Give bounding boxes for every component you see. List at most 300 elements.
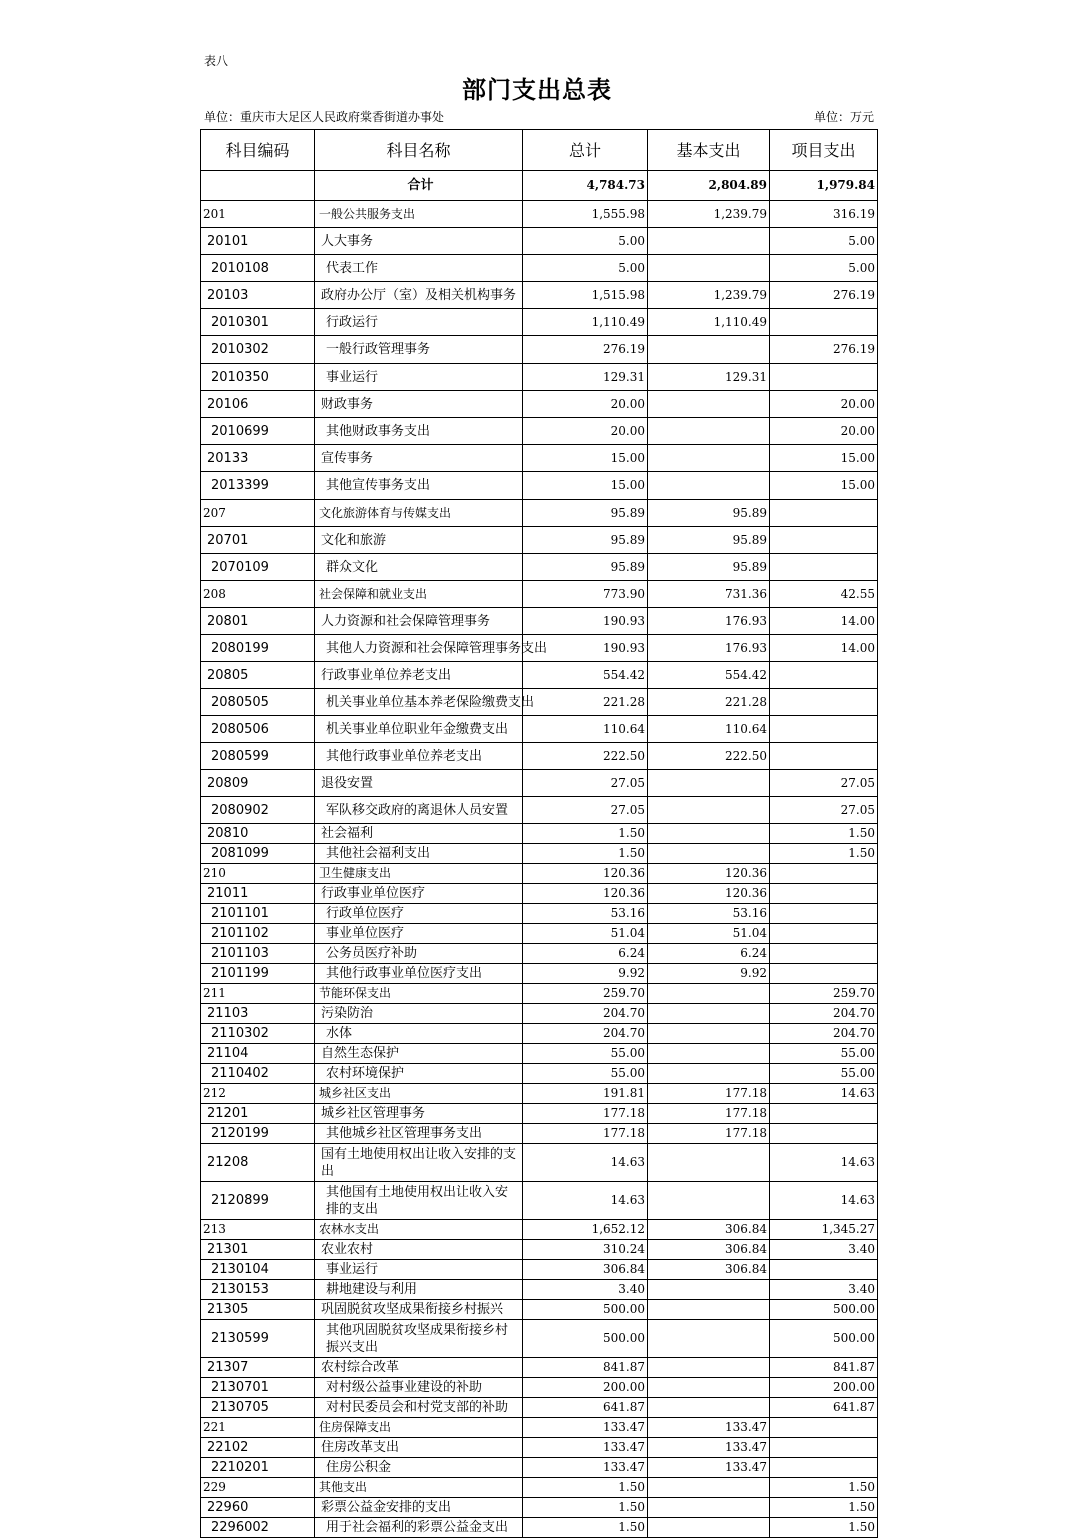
total-value-cell: 53.16 xyxy=(523,904,648,924)
subject-code-cell: 2080506 xyxy=(201,716,315,743)
project-value-cell: 3.40 xyxy=(770,1280,878,1300)
table-row xyxy=(201,884,878,904)
total-value-cell: 27.05 xyxy=(523,770,648,797)
project-value-cell: 14.63 xyxy=(770,1144,878,1182)
subject-code-cell: 208 xyxy=(201,581,315,608)
project-value-cell: 42.55 xyxy=(770,581,878,608)
table-row xyxy=(201,635,878,662)
total-value-cell: 276.19 xyxy=(523,336,648,364)
project-value-cell: 1,345.27 xyxy=(770,1220,878,1240)
subject-code-cell: 2010302 xyxy=(201,336,315,364)
table-row xyxy=(201,228,878,255)
basic-value-cell xyxy=(648,1004,770,1024)
subject-code-cell: 2130705 xyxy=(201,1398,315,1418)
subject-code-cell: 229 xyxy=(201,1478,315,1498)
subject-name-cell: 事业单位医疗 xyxy=(315,924,523,944)
basic-value-cell xyxy=(648,445,770,472)
subject-code-cell: 2081099 xyxy=(201,844,315,864)
basic-value-cell: 306.84 xyxy=(648,1240,770,1260)
basic-value-cell: 177.18 xyxy=(648,1084,770,1104)
subject-name-cell: 行政运行 xyxy=(315,309,523,336)
project-value-cell: 55.00 xyxy=(770,1044,878,1064)
subject-code-cell: 20805 xyxy=(201,662,315,689)
total-value-cell: 177.18 xyxy=(523,1124,648,1144)
table-row xyxy=(201,201,878,228)
column-header-code: 科目编码 xyxy=(201,130,315,171)
subject-code-cell: 2010350 xyxy=(201,364,315,391)
table-row xyxy=(201,984,878,1004)
subject-code-cell: 213 xyxy=(201,1220,315,1240)
project-value-cell xyxy=(770,864,878,884)
table-row xyxy=(201,1240,878,1260)
total-value-cell: 204.70 xyxy=(523,1024,648,1044)
subject-name-cell: 其他宣传事务支出 xyxy=(315,472,523,500)
basic-value-cell: 95.89 xyxy=(648,500,770,527)
project-value-cell: 276.19 xyxy=(770,336,878,364)
total-value-cell: 95.89 xyxy=(523,500,648,527)
subject-name-cell: 国有土地使用权出让收入安排的支出 xyxy=(315,1144,523,1182)
total-value-cell: 9.92 xyxy=(523,964,648,984)
table-row xyxy=(201,844,878,864)
table-row xyxy=(201,1358,878,1378)
subject-code-cell: 2080902 xyxy=(201,797,315,824)
total-value-cell: 1,110.49 xyxy=(523,309,648,336)
basic-value-cell xyxy=(648,1358,770,1378)
subject-name-cell: 住房保障支出 xyxy=(315,1418,523,1438)
subject-name-cell: 水体 xyxy=(315,1024,523,1044)
table-tag: 表八 xyxy=(204,54,229,68)
table-row xyxy=(201,1518,878,1538)
subject-code-cell: 2120199 xyxy=(201,1124,315,1144)
total-value-cell: 95.89 xyxy=(523,554,648,581)
project-value-cell: 500.00 xyxy=(770,1320,878,1358)
project-value-cell: 316.19 xyxy=(770,201,878,228)
table-row xyxy=(201,1084,878,1104)
basic-value-cell xyxy=(648,1320,770,1358)
table-row xyxy=(201,445,878,472)
project-value-cell xyxy=(770,964,878,984)
subject-name-cell: 住房改革支出 xyxy=(315,1438,523,1458)
subject-code-cell: 20809 xyxy=(201,770,315,797)
subject-name-cell: 公务员医疗补助 xyxy=(315,944,523,964)
basic-value-cell xyxy=(648,228,770,255)
subject-code-cell: 21208 xyxy=(201,1144,315,1182)
project-value-cell: 27.05 xyxy=(770,770,878,797)
subject-code-cell: 210 xyxy=(201,864,315,884)
total-value-cell: 1,515.98 xyxy=(523,282,648,309)
subject-name-cell: 人大事务 xyxy=(315,228,523,255)
column-header-project: 项目支出 xyxy=(770,130,878,171)
basic-value-cell: 221.28 xyxy=(648,689,770,716)
subject-code-cell: 2130104 xyxy=(201,1260,315,1280)
subject-name-cell: 城乡社区管理事务 xyxy=(315,1104,523,1124)
project-value-cell xyxy=(770,662,878,689)
page-title: 部门支出总表 xyxy=(462,75,612,104)
subject-name-cell: 军队移交政府的离退休人员安置 xyxy=(315,797,523,824)
subject-code-cell: 2013399 xyxy=(201,472,315,500)
total-value-cell: 55.00 xyxy=(523,1044,648,1064)
basic-value-cell: 120.36 xyxy=(648,864,770,884)
basic-value-cell: 133.47 xyxy=(648,1438,770,1458)
subject-name-cell: 对村民委员会和村党支部的补助 xyxy=(315,1398,523,1418)
project-value-cell: 641.87 xyxy=(770,1398,878,1418)
project-value-cell xyxy=(770,554,878,581)
total-value-cell: 3.40 xyxy=(523,1280,648,1300)
table-row xyxy=(201,924,878,944)
subject-code-cell: 20810 xyxy=(201,824,315,844)
total-value-cell: 14.63 xyxy=(523,1182,648,1220)
subject-code-cell: 22102 xyxy=(201,1438,315,1458)
basic-value-cell: 1,239.79 xyxy=(648,282,770,309)
basic-value-cell: 306.84 xyxy=(648,1220,770,1240)
project-value-cell xyxy=(770,1418,878,1438)
total-value-cell: 51.04 xyxy=(523,924,648,944)
basic-value-cell: 1,239.79 xyxy=(648,201,770,228)
project-value-cell: 841.87 xyxy=(770,1358,878,1378)
basic-value-cell xyxy=(648,844,770,864)
total-value-cell: 133.47 xyxy=(523,1418,648,1438)
subject-code-cell: 207 xyxy=(201,500,315,527)
total-value-cell: 310.24 xyxy=(523,1240,648,1260)
subject-name-cell: 一般行政管理事务 xyxy=(315,336,523,364)
table-row xyxy=(201,1260,878,1280)
subject-code-cell: 212 xyxy=(201,1084,315,1104)
project-value-cell: 20.00 xyxy=(770,418,878,445)
subject-name-cell: 机关事业单位职业年金缴费支出 xyxy=(315,716,523,743)
subject-code-cell: 20801 xyxy=(201,608,315,635)
basic-value-cell: 95.89 xyxy=(648,554,770,581)
total-value-cell: 1,652.12 xyxy=(523,1220,648,1240)
basic-value-cell: 554.42 xyxy=(648,662,770,689)
table-row xyxy=(201,864,878,884)
table-row xyxy=(201,309,878,336)
project-value-cell xyxy=(770,743,878,770)
project-value-cell: 204.70 xyxy=(770,1024,878,1044)
subject-name-cell: 行政事业单位医疗 xyxy=(315,884,523,904)
table-row xyxy=(201,472,878,500)
table-row xyxy=(201,527,878,554)
table-row xyxy=(201,255,878,282)
total-value-cell: 500.00 xyxy=(523,1300,648,1320)
table-row xyxy=(201,554,878,581)
basic-value-cell xyxy=(648,1478,770,1498)
project-value-cell xyxy=(770,884,878,904)
subject-code-cell: 21305 xyxy=(201,1300,315,1320)
table-row xyxy=(201,689,878,716)
subject-code-cell: 21301 xyxy=(201,1240,315,1260)
subject-code-cell: 21011 xyxy=(201,884,315,904)
project-value-cell: 14.00 xyxy=(770,635,878,662)
table-row xyxy=(201,391,878,418)
total-value-cell: 641.87 xyxy=(523,1398,648,1418)
subject-name-cell: 污染防治 xyxy=(315,1004,523,1024)
project-value-cell: 14.63 xyxy=(770,1182,878,1220)
basic-value-cell: 95.89 xyxy=(648,527,770,554)
table-row xyxy=(201,418,878,445)
project-value-cell: 259.70 xyxy=(770,984,878,1004)
subject-name-cell: 文化和旅游 xyxy=(315,527,523,554)
project-value-cell xyxy=(770,500,878,527)
subject-name-cell: 其他城乡社区管理事务支出 xyxy=(315,1124,523,1144)
total-value-cell: 177.18 xyxy=(523,1104,648,1124)
basic-value-cell: 53.16 xyxy=(648,904,770,924)
subject-name-cell: 农村环境保护 xyxy=(315,1064,523,1084)
project-value-cell: 200.00 xyxy=(770,1378,878,1398)
table-row xyxy=(201,743,878,770)
table-row xyxy=(201,1104,878,1124)
total-value-cell: 1.50 xyxy=(523,844,648,864)
table-row xyxy=(201,364,878,391)
project-value-cell: 27.05 xyxy=(770,797,878,824)
table-row xyxy=(201,1320,878,1358)
project-value-cell: 55.00 xyxy=(770,1064,878,1084)
total-value-cell: 110.64 xyxy=(523,716,648,743)
table-row xyxy=(201,1438,878,1458)
basic-value-cell: 110.64 xyxy=(648,716,770,743)
table-row xyxy=(201,1044,878,1064)
total-value-cell: 204.70 xyxy=(523,1004,648,1024)
project-value-cell: 3.40 xyxy=(770,1240,878,1260)
subject-name-cell: 宣传事务 xyxy=(315,445,523,472)
project-value-cell xyxy=(770,364,878,391)
subject-code-cell: 2101199 xyxy=(201,964,315,984)
total-value-cell: 554.42 xyxy=(523,662,648,689)
table-row xyxy=(201,1280,878,1300)
unit-right-label: 单位：万元 xyxy=(813,110,874,124)
total-value-cell: 190.93 xyxy=(523,608,648,635)
project-value-cell: 15.00 xyxy=(770,472,878,500)
project-value-cell xyxy=(770,904,878,924)
total-value-cell: 14.63 xyxy=(523,1144,648,1182)
subject-name-cell: 其他财政事务支出 xyxy=(315,418,523,445)
unit-left-label: 单位：重庆市大足区人民政府棠香街道办事处 xyxy=(204,110,445,124)
subject-name-cell: 农林水支出 xyxy=(315,1220,523,1240)
total-value-cell: 259.70 xyxy=(523,984,648,1004)
subject-name-cell: 其他支出 xyxy=(315,1478,523,1498)
basic-value-cell: 133.47 xyxy=(648,1458,770,1478)
subject-code-cell: 2101102 xyxy=(201,924,315,944)
table-row xyxy=(201,1024,878,1044)
subject-code-cell: 211 xyxy=(201,984,315,1004)
total-value-cell: 221.28 xyxy=(523,689,648,716)
total-value-cell: 500.00 xyxy=(523,1320,648,1358)
table-row xyxy=(201,336,878,364)
column-header-total: 总计 xyxy=(523,130,648,171)
subject-code-cell: 2080199 xyxy=(201,635,315,662)
subject-code-cell: 2080599 xyxy=(201,743,315,770)
total-value-cell: 129.31 xyxy=(523,364,648,391)
total-label: 合计 xyxy=(315,171,523,201)
basic-value-cell xyxy=(648,1044,770,1064)
subject-name-cell: 人力资源和社会保障管理事务 xyxy=(315,608,523,635)
basic-value-cell xyxy=(648,1024,770,1044)
total-value-cell: 773.90 xyxy=(523,581,648,608)
basic-value-cell: 120.36 xyxy=(648,884,770,904)
subject-code-cell: 20133 xyxy=(201,445,315,472)
total-project-value: 1,979.84 xyxy=(770,171,878,201)
subject-code-cell: 20101 xyxy=(201,228,315,255)
basic-value-cell xyxy=(648,1144,770,1182)
subject-code-cell: 2070109 xyxy=(201,554,315,581)
project-value-cell xyxy=(770,527,878,554)
basic-value-cell: 51.04 xyxy=(648,924,770,944)
project-value-cell xyxy=(770,1124,878,1144)
total-code-cell xyxy=(201,171,315,201)
subject-name-cell: 行政事业单位养老支出 xyxy=(315,662,523,689)
subject-name-cell: 群众文化 xyxy=(315,554,523,581)
subject-code-cell: 201 xyxy=(201,201,315,228)
subject-name-cell: 农村综合改革 xyxy=(315,1358,523,1378)
subject-name-cell: 其他行政事业单位医疗支出 xyxy=(315,964,523,984)
table-row xyxy=(201,1458,878,1478)
project-value-cell xyxy=(770,1104,878,1124)
subject-code-cell: 2101103 xyxy=(201,944,315,964)
total-value-cell: 15.00 xyxy=(523,445,648,472)
subject-name-cell: 事业运行 xyxy=(315,364,523,391)
table-row xyxy=(201,1124,878,1144)
basic-value-cell xyxy=(648,1182,770,1220)
subject-name-cell: 城乡社区支出 xyxy=(315,1084,523,1104)
subject-name-cell: 住房公积金 xyxy=(315,1458,523,1478)
subject-name-cell: 政府办公厅（室）及相关机构事务 xyxy=(315,282,523,309)
table-row xyxy=(201,904,878,924)
basic-value-cell: 222.50 xyxy=(648,743,770,770)
subject-name-cell: 其他社会福利支出 xyxy=(315,844,523,864)
subject-code-cell: 2110302 xyxy=(201,1024,315,1044)
project-value-cell xyxy=(770,944,878,964)
total-value-cell: 841.87 xyxy=(523,1358,648,1378)
table-row xyxy=(201,1300,878,1320)
basic-value-cell xyxy=(648,472,770,500)
subject-code-cell: 2296002 xyxy=(201,1518,315,1538)
column-header-name: 科目名称 xyxy=(315,130,523,171)
total-value-cell: 200.00 xyxy=(523,1378,648,1398)
subject-name-cell: 退役安置 xyxy=(315,770,523,797)
total-value-cell: 133.47 xyxy=(523,1458,648,1478)
subject-code-cell: 21201 xyxy=(201,1104,315,1124)
table-row xyxy=(201,1144,878,1182)
total-value-cell: 1.50 xyxy=(523,1498,648,1518)
project-value-cell: 1.50 xyxy=(770,844,878,864)
total-value-cell: 1.50 xyxy=(523,1478,648,1498)
project-value-cell: 14.00 xyxy=(770,608,878,635)
table-row xyxy=(201,1378,878,1398)
subject-name-cell: 巩固脱贫攻坚成果衔接乡村振兴 xyxy=(315,1300,523,1320)
table-row xyxy=(201,716,878,743)
project-value-cell xyxy=(770,716,878,743)
subject-code-cell: 2080505 xyxy=(201,689,315,716)
project-value-cell: 20.00 xyxy=(770,391,878,418)
subject-code-cell: 2010301 xyxy=(201,309,315,336)
total-value-cell: 1.50 xyxy=(523,1518,648,1538)
subject-code-cell: 2010699 xyxy=(201,418,315,445)
basic-value-cell xyxy=(648,770,770,797)
project-value-cell xyxy=(770,1458,878,1478)
project-value-cell: 14.63 xyxy=(770,1084,878,1104)
total-value-cell: 306.84 xyxy=(523,1260,648,1280)
total-value-cell: 20.00 xyxy=(523,418,648,445)
subject-name-cell: 耕地建设与利用 xyxy=(315,1280,523,1300)
table-row xyxy=(201,797,878,824)
subject-code-cell: 20106 xyxy=(201,391,315,418)
basic-value-cell xyxy=(648,1498,770,1518)
subject-name-cell: 行政单位医疗 xyxy=(315,904,523,924)
subject-name-cell: 其他行政事业单位养老支出 xyxy=(315,743,523,770)
basic-value-cell: 129.31 xyxy=(648,364,770,391)
total-value-cell: 55.00 xyxy=(523,1064,648,1084)
basic-value-cell xyxy=(648,391,770,418)
basic-value-cell xyxy=(648,1378,770,1398)
total-basic-value: 2,804.89 xyxy=(648,171,770,201)
total-value-cell: 6.24 xyxy=(523,944,648,964)
subject-name-cell: 社会福利 xyxy=(315,824,523,844)
subject-name-cell: 卫生健康支出 xyxy=(315,864,523,884)
total-value-cell: 5.00 xyxy=(523,228,648,255)
subject-name-cell: 对村级公益事业建设的补助 xyxy=(315,1378,523,1398)
total-value-cell: 191.81 xyxy=(523,1084,648,1104)
basic-value-cell: 176.93 xyxy=(648,608,770,635)
subject-name-cell: 其他巩固脱贫攻坚成果衔接乡村振兴支出 xyxy=(315,1320,523,1358)
basic-value-cell xyxy=(648,336,770,364)
basic-value-cell xyxy=(648,1398,770,1418)
total-value-cell: 1.50 xyxy=(523,824,648,844)
subject-name-cell: 机关事业单位基本养老保险缴费支出 xyxy=(315,689,523,716)
subject-name-cell: 用于社会福利的彩票公益金支出 xyxy=(315,1518,523,1538)
basic-value-cell: 9.92 xyxy=(648,964,770,984)
basic-value-cell xyxy=(648,1280,770,1300)
basic-value-cell: 6.24 xyxy=(648,944,770,964)
subject-name-cell: 代表工作 xyxy=(315,255,523,282)
basic-value-cell xyxy=(648,418,770,445)
basic-value-cell xyxy=(648,824,770,844)
project-value-cell: 1.50 xyxy=(770,824,878,844)
project-value-cell: 5.00 xyxy=(770,255,878,282)
table-row xyxy=(201,1182,878,1220)
total-row xyxy=(201,171,878,201)
table-row xyxy=(201,964,878,984)
subject-code-cell: 20701 xyxy=(201,527,315,554)
table-row xyxy=(201,662,878,689)
subject-code-cell: 2110402 xyxy=(201,1064,315,1084)
total-value-cell: 95.89 xyxy=(523,527,648,554)
project-value-cell xyxy=(770,924,878,944)
total-value-cell: 120.36 xyxy=(523,864,648,884)
table-header-row xyxy=(201,130,878,171)
subject-name-cell: 文化旅游体育与传媒支出 xyxy=(315,500,523,527)
basic-value-cell xyxy=(648,1518,770,1538)
project-value-cell xyxy=(770,689,878,716)
subject-code-cell: 2120899 xyxy=(201,1182,315,1220)
table-row xyxy=(201,824,878,844)
total-value-cell: 20.00 xyxy=(523,391,648,418)
subject-name-cell: 社会保障和就业支出 xyxy=(315,581,523,608)
basic-value-cell: 177.18 xyxy=(648,1104,770,1124)
basic-value-cell: 177.18 xyxy=(648,1124,770,1144)
table-row xyxy=(201,581,878,608)
total-value-cell: 15.00 xyxy=(523,472,648,500)
table-row xyxy=(201,608,878,635)
subject-code-cell: 22960 xyxy=(201,1498,315,1518)
project-value-cell xyxy=(770,1438,878,1458)
total-value-cell: 5.00 xyxy=(523,255,648,282)
subject-code-cell: 21307 xyxy=(201,1358,315,1378)
project-value-cell: 5.00 xyxy=(770,228,878,255)
basic-value-cell: 306.84 xyxy=(648,1260,770,1280)
table-row xyxy=(201,1478,878,1498)
project-value-cell: 1.50 xyxy=(770,1478,878,1498)
basic-value-cell xyxy=(648,1064,770,1084)
basic-value-cell: 731.36 xyxy=(648,581,770,608)
